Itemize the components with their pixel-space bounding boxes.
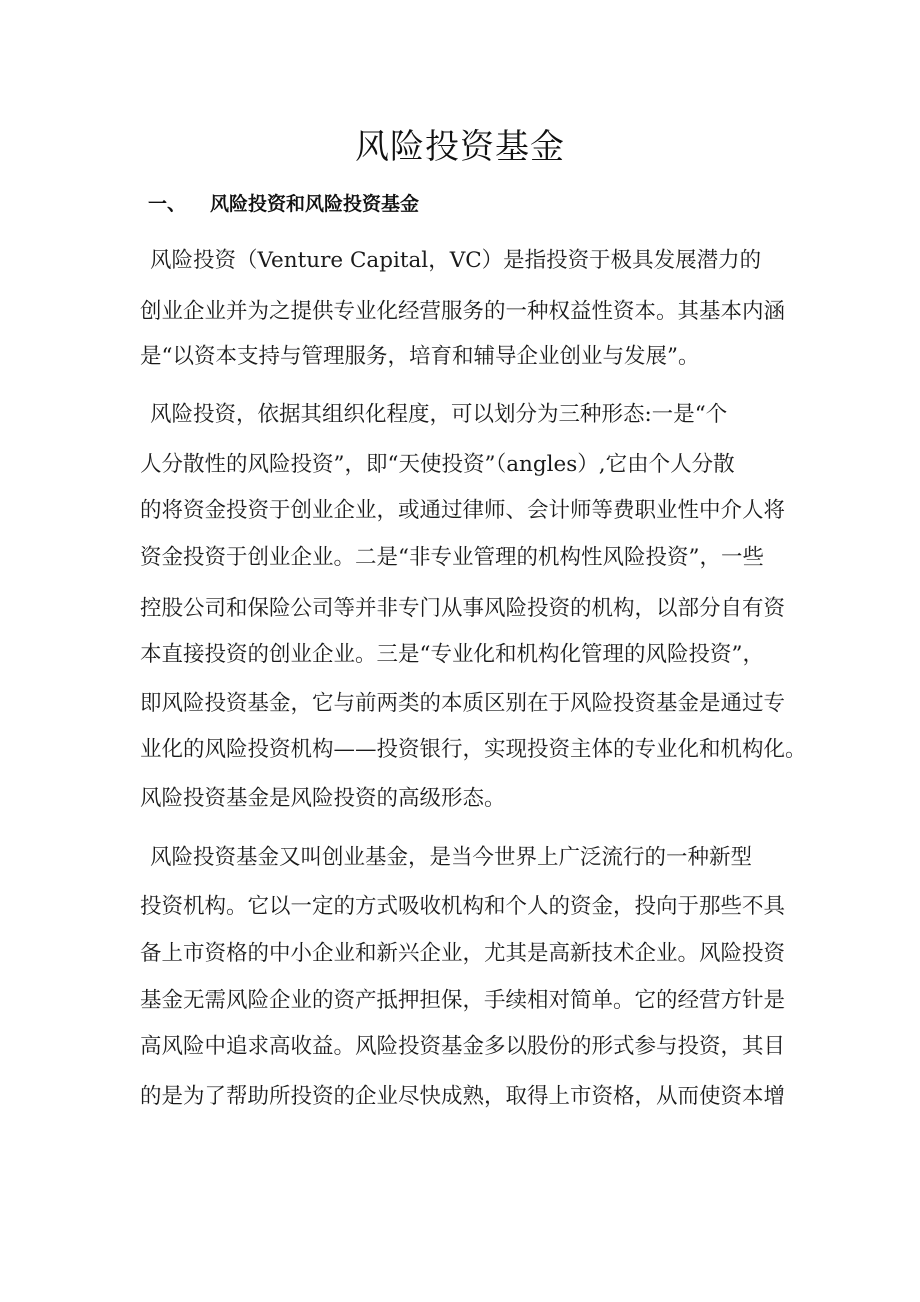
section-heading-text: 风险投资和风险投资基金 <box>210 193 420 215</box>
text-line: 基金无需风险企业的资产抵押担保，手续相对简单。它的经营方针是 <box>140 988 786 1013</box>
text-line: 控股公司和保险公司等并非专门从事风险投资的机构，以部分自有资 <box>140 596 786 621</box>
text-line: 风险投资基金又叫创业基金，是当今世界上广泛流行的一种新型 <box>150 845 753 870</box>
text-line: 风险投资基金是风险投资的高级形态。 <box>140 786 506 811</box>
document-title: 风险投资基金 <box>355 127 565 167</box>
text-line: 创业企业并为之提供专业化经营服务的一种权益性资本。其基本内涵 <box>140 299 786 324</box>
section-number: 一、 <box>148 193 187 215</box>
text-line: 即风险投资基金，它与前两类的本质区别在于风险投资基金是通过专 <box>140 691 786 716</box>
section-heading <box>148 189 419 219</box>
text-line: 高风险中追求高收益。风险投资基金多以股份的形式参与投资，其目 <box>140 1034 786 1059</box>
text-line: 风险投资（Venture Capital，VC）是指投资于极具发展潜力的 <box>150 248 762 273</box>
text-line: 备上市资格的中小企业和新兴企业，尤其是高新技术企业。风险投资 <box>140 941 786 966</box>
text-line: 的是为了帮助所投资的企业尽快成熟，取得上市资格，从而使资本增 <box>140 1084 786 1109</box>
text-line: 是“以资本支持与管理服务，培育和辅导企业创业与发展”。 <box>140 344 700 369</box>
text-line: 业化的风险投资机构——投资银行，实现投资主体的专业化和机构化。 <box>140 737 807 762</box>
text-line: 风险投资，依据其组织化程度，可以划分为三种形态:一是“个 <box>150 402 728 427</box>
text-line: 本直接投资的创业企业。三是“专业化和机构化管理的风险投资”， <box>140 642 764 667</box>
text-line: 投资机构。它以一定的方式吸收机构和个人的资金，投向于那些不具 <box>140 894 786 919</box>
text-line: 资金投资于创业企业。二是“非专业管理的机构性风险投资”，一些 <box>140 545 764 570</box>
text-line: 人分散性的风险投资”，即“天使投资”（angles）,它由个人分散 <box>140 452 735 477</box>
text-line: 的将资金投资于创业企业，或通过律师、会计师等费职业性中介人将 <box>140 498 786 523</box>
